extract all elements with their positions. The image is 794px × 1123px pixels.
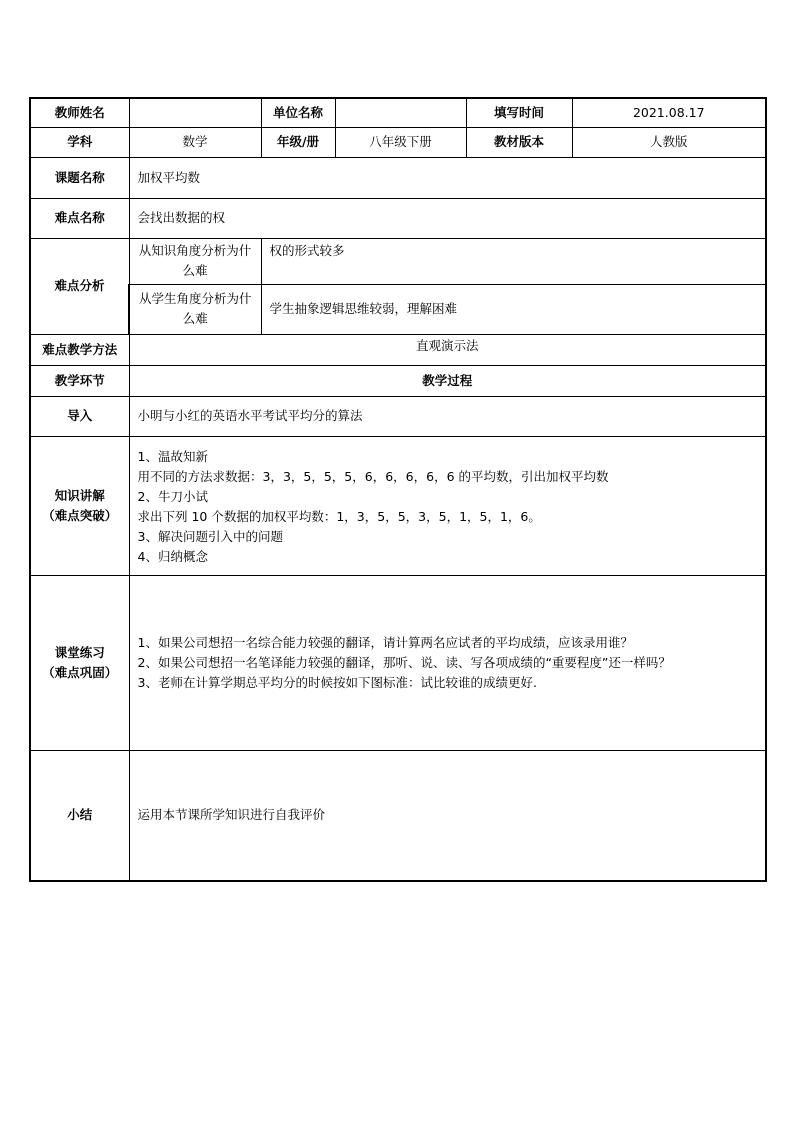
subject-value: 数学 (129, 127, 261, 157)
knowledge-label-line2: （难点突破） (42, 507, 118, 523)
summary-row (30, 750, 766, 881)
method-value: 直观演示法 (129, 334, 766, 365)
knowledge-content (129, 436, 766, 575)
knowledge-line: 1、温故知新 (137, 448, 208, 464)
process-value: 教学过程 (129, 365, 766, 396)
practice-label (30, 575, 129, 750)
process-label: 教学环节 (30, 365, 129, 396)
knowledge-line: 3、解决问题引入中的问题 (137, 528, 283, 544)
student-angle-question: 从学生角度分析为什么难 (129, 284, 261, 334)
textbook-label: 教材版本 (466, 127, 572, 157)
practice-label-line1: 课堂练习 (54, 644, 105, 660)
intro-label: 导入 (30, 396, 129, 436)
teacher-name-label: 教师姓名 (30, 98, 129, 127)
grade-label: 年级/册 (261, 127, 335, 157)
knowledge-angle-answer: 权的形式较多 (261, 238, 766, 284)
practice-line: 2、如果公司想招一名笔译能力较强的翻译，那听、说、读、写各项成绩的“重要程度”还一样吗？ (137, 654, 671, 670)
knowledge-line: 用不同的方法求数据：3，3，5，5，5，6，6，6，6，6 的平均数，引出加权平均数 (137, 468, 609, 484)
unit-name-value (335, 98, 466, 127)
intro-value: 小明与小红的英语水平考试平均分的算法 (129, 396, 766, 436)
knowledge-line: 2、牛刀小试 (137, 488, 208, 504)
practice-content (129, 575, 766, 750)
knowledge-angle-question: 从知识角度分析为什么难 (129, 238, 261, 284)
analysis-row-knowledge (30, 238, 766, 284)
intro-row (30, 396, 766, 436)
topic-label: 课题名称 (30, 157, 129, 198)
practice-row (30, 575, 766, 750)
textbook-value: 人教版 (572, 127, 766, 157)
grade-value: 八年级下册 (335, 127, 466, 157)
header-row-1 (30, 98, 766, 127)
difficulty-value: 会找出数据的权 (129, 198, 766, 238)
teacher-name-value (129, 98, 261, 127)
knowledge-label-line1: 知识讲解 (54, 487, 105, 503)
header-row-2 (30, 127, 766, 157)
knowledge-line: 4、归纳概念 (137, 548, 208, 564)
summary-value: 运用本节课所学知识进行自我评价 (129, 750, 766, 881)
fill-time-label: 填写时间 (466, 98, 572, 127)
student-angle-answer: 学生抽象逻辑思维较弱，理解困难 (261, 284, 766, 334)
summary-label: 小结 (30, 750, 129, 881)
practice-label-line2: （难点巩固） (42, 664, 118, 680)
analysis-label: 难点分析 (30, 238, 129, 334)
process-row (30, 365, 766, 396)
topic-value: 加权平均数 (129, 157, 766, 198)
knowledge-label (30, 436, 129, 575)
knowledge-line: 求出下列 10 个数据的加权平均数：1，3，5，5，3，5，1，5，1，6。 (137, 508, 541, 524)
difficulty-row (30, 198, 766, 238)
knowledge-row (30, 436, 766, 575)
unit-name-label: 单位名称 (261, 98, 335, 127)
fill-time-value: 2021.08.17 (572, 98, 766, 127)
method-label: 难点教学方法 (30, 334, 129, 365)
practice-line: 3、老师在计算学期总平均分的时候按如下图标准：试比较谁的成绩更好. (137, 674, 537, 690)
subject-label: 学科 (30, 127, 129, 157)
practice-line: 1、如果公司想招一名综合能力较强的翻译，请计算两名应试者的平均成绩，应该录用谁？ (137, 634, 633, 650)
topic-row (30, 157, 766, 198)
lesson-plan-table (29, 97, 767, 882)
method-row (30, 334, 766, 365)
analysis-row-student (30, 284, 766, 334)
difficulty-label: 难点名称 (30, 198, 129, 238)
